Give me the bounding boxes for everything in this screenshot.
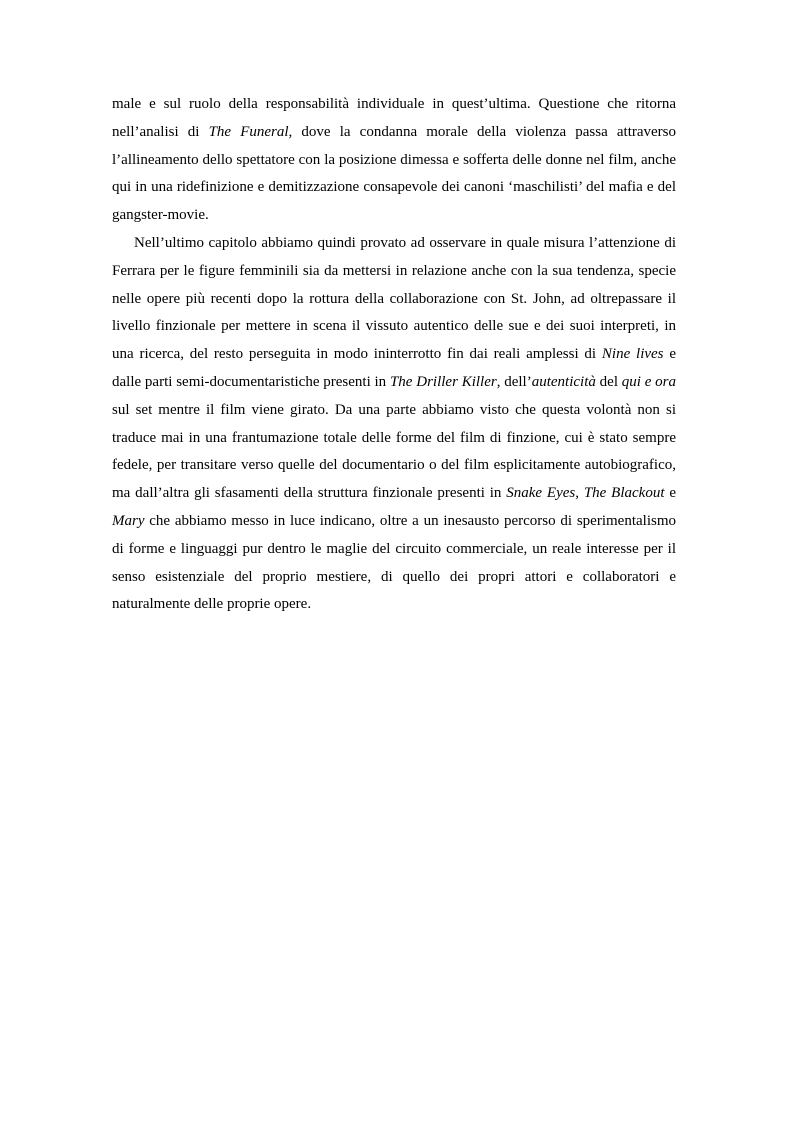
paragraph-1 bbox=[112, 91, 676, 230]
film-title-the-funeral: The Funeral bbox=[208, 123, 289, 140]
text-run: male e sul ruolo della responsabilità individuale in quest’ultima. Questione che ritorna nell’analisi di bbox=[112, 96, 676, 140]
film-title-mary: Mary bbox=[112, 512, 145, 529]
text-run: sul set mentre il film viene girato. Da una parte abbiamo visto che questa volontà non si traduce mai in una frantumazione totale delle forme del film di finzione, cui è stato sempre fedele, per transitare verso quelle del documentario o del film esplicitamente autobiografico, ma dall’altra gli sfasamenti della struttura finzionale presenti in bbox=[112, 401, 676, 502]
film-title-the-driller-killer: The Driller Killer bbox=[389, 373, 497, 390]
text-run: che abbiamo messo in luce indicano, oltre a un inesausto percorso di sperimentalismo di forme e linguaggi pur dentro le maglie del circuito commerciale, un reale interesse per il senso esistenziale del proprio mestiere, di quello dei propri attori e collaboratori e naturalmente delle proprie opere. bbox=[112, 512, 676, 613]
film-title-nine-lives: Nine lives bbox=[601, 346, 664, 363]
text-run: , bbox=[575, 485, 584, 502]
text-run: , dell’ bbox=[496, 373, 532, 390]
body-text bbox=[112, 91, 676, 619]
film-title-snake-eyes: Snake Eyes bbox=[506, 485, 576, 502]
emphasis-qui-e-ora: qui e ora bbox=[621, 373, 677, 390]
text-run: , dove la condanna morale della violenza passa attraverso l’allineamento dello spettatore con la posizione dimessa e sofferta delle donne nel film, anche qui in una ridefinizione e demitizzazione consapevole dei canoni ‘maschilisti’ del mafia e del gangster-movie. bbox=[112, 123, 677, 224]
paragraph-2 bbox=[112, 230, 676, 619]
emphasis-autenticita: autenticità bbox=[531, 373, 596, 390]
text-run: Nell’ultimo capitolo abbiamo quindi provato ad osservare in quale misura l’attenzione di Ferrara per le figure femminili sia da mettersi in relazione anche con la sua tendenza, specie nelle opere più recenti dopo la rottura della collaborazione con St. John, ad oltrepassare il livello finzionale per mettere in scena il vissuto autentico delle sue e dei suoi interpreti, in una ricerca, del resto perseguita in modo ininterrotto fin dai reali amplessi di bbox=[112, 234, 676, 363]
film-title-the-blackout: The Blackout bbox=[583, 485, 665, 502]
text-run: e bbox=[664, 485, 676, 502]
text-run: e dalle parti semi-documentaristiche presenti in bbox=[112, 346, 676, 390]
text-run: del bbox=[595, 373, 622, 390]
